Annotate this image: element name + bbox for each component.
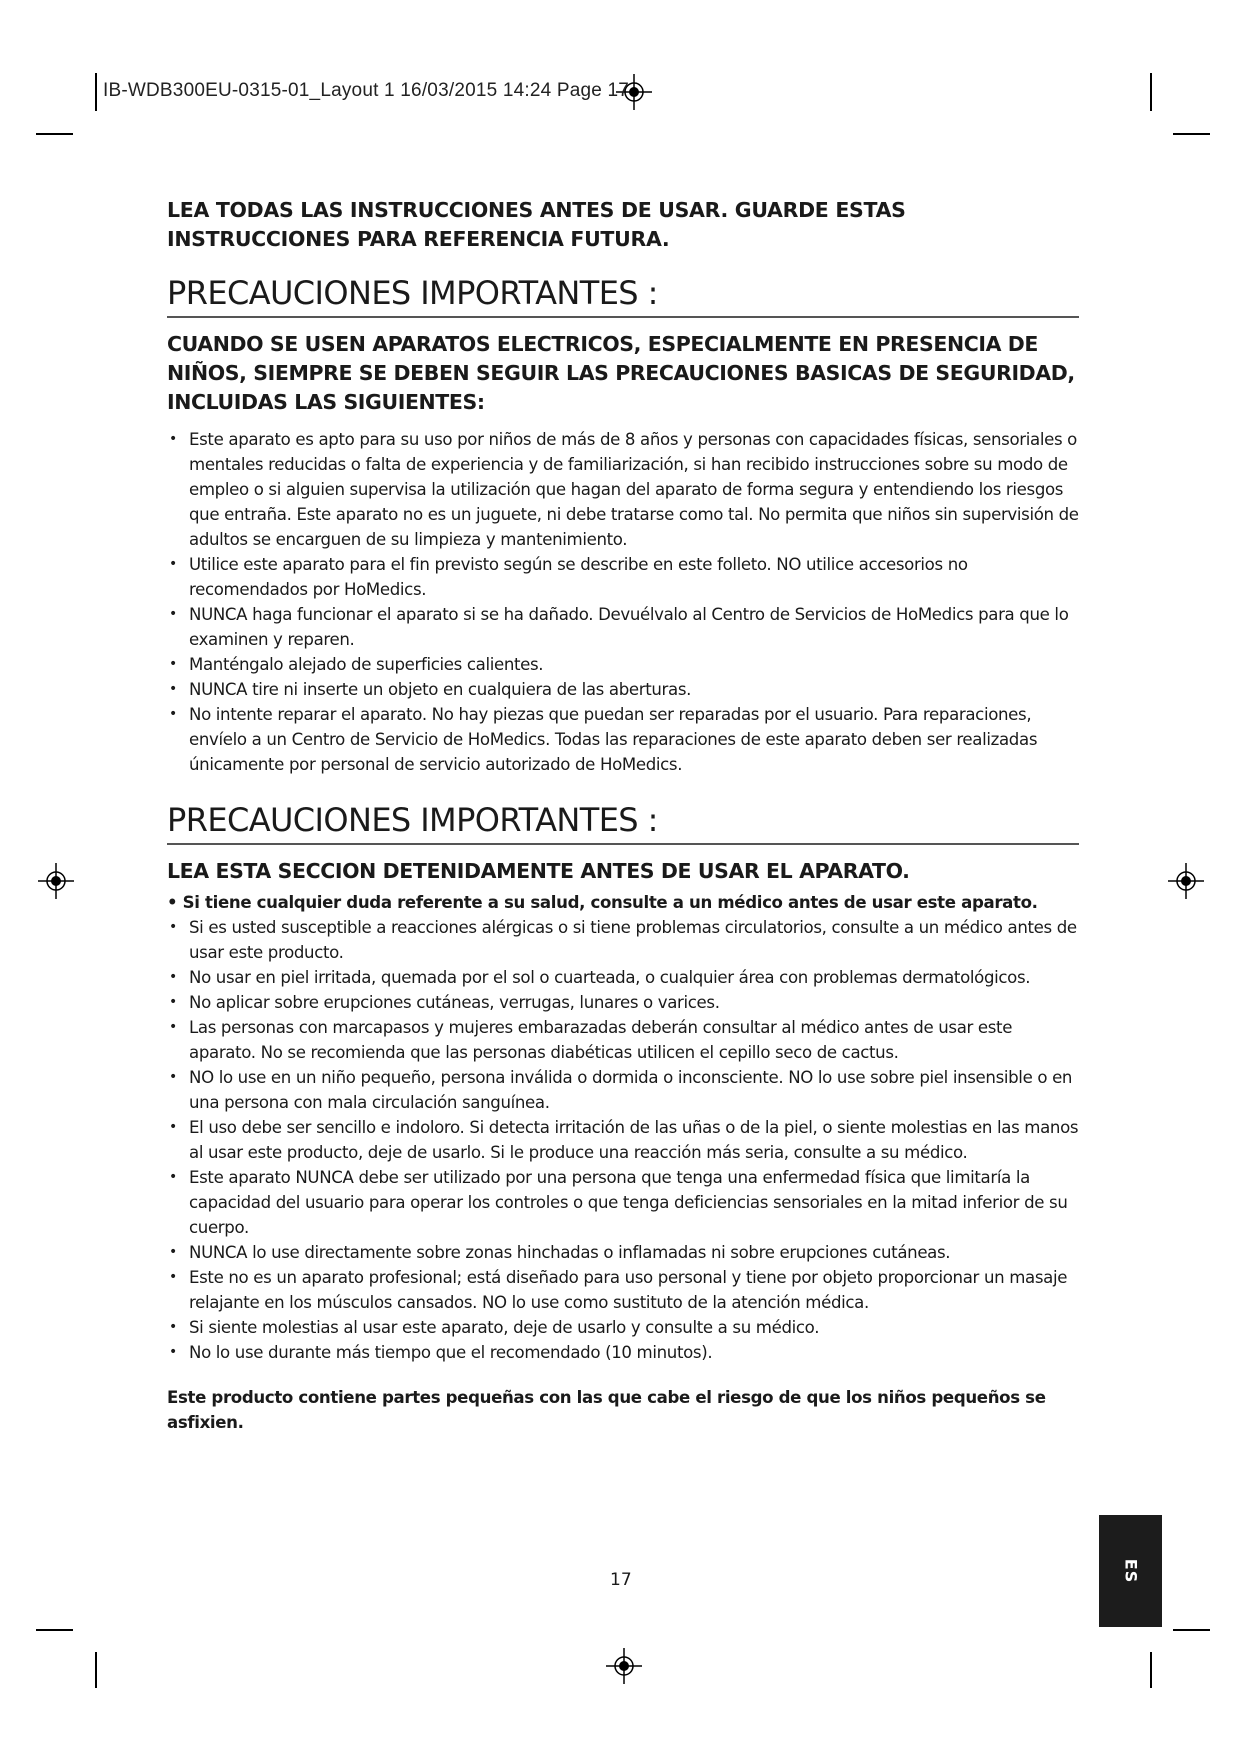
crop-mark [95, 73, 97, 111]
list-item: • Si es usted susceptible a reacciones alérgicas o si tiene problemas circulatorios, consulte a un médico antes de usar este producto. [167, 915, 1079, 965]
language-tab-label: ES [1121, 1558, 1140, 1584]
crop-mark [1150, 73, 1152, 111]
crop-mark [95, 1652, 97, 1688]
section2-subtitle: LEA ESTA SECCION DETENIDAMENTE ANTES DE USAR EL APARATO. [167, 859, 910, 883]
list-item: • NUNCA haga funcionar el aparato si se ha dañado. Devuélvalo al Centro de Servicios de HoMedics para que lo examinen y reparen. [167, 602, 1079, 652]
registration-mark-icon [1168, 863, 1204, 899]
section2-lead: • Si tiene cualquier duda referente a su salud, consulte a un médico antes de usar este aparato. [167, 893, 1038, 912]
list-item: • NUNCA tire ni inserte un objeto en cualquiera de las aberturas. [167, 677, 1079, 702]
list-item: • Si siente molestias al usar este aparato, deje de usarlo y consulte a su médico. [167, 1315, 1079, 1340]
registration-mark-icon [38, 863, 74, 899]
list-item: • Este no es un aparato profesional; está diseñado para uso personal y tiene por objeto proporcionar un masaje relajante en los músculos cansados. NO lo use como sustituto de la atención médica. [167, 1265, 1079, 1315]
crop-mark [36, 133, 73, 135]
section1-subtitle: CUANDO SE USEN APARATOS ELECTRICOS, ESPECIALMENTE EN PRESENCIA DE NIÑOS, SIEMPRE SE DEBEN SEGUIR LAS PRECAUCIONES BASICAS DE SEGURIDAD, INCLUIDAS LAS SIGUIENTES: [167, 332, 1075, 414]
print-slug: IB-WDB300EU-0315-01_Layout 1 16/03/2015 14:24 Page 17 [103, 80, 630, 101]
language-tab [1099, 1515, 1162, 1627]
crop-mark [1173, 133, 1210, 135]
list-item: • Este aparato es apto para su uso por niños de más de 8 años y personas con capacidades físicas, sensoriales o mentales reducidas o falta de experiencia y de familiarización, si han recibido instrucciones sobre su modo de empleo o si alguien supervisa la utilización que hagan del aparato de forma segura y entendiendo los riesgos que entraña. Este aparato no es un juguete, ni debe tratarse como tal. No permita que niños sin supervisión de adultos se encarguen de su limpieza y mantenimiento. [167, 427, 1079, 552]
list-item: • Manténgalo alejado de superficies calientes. [167, 652, 1079, 677]
list-item: • El uso debe ser sencillo e indoloro. Si detecta irritación de las uñas o de la piel, o siente molestias en las manos al usar este producto, deje de usarlo. Si le produce una reacción más seria, consulte a su médico. [167, 1115, 1079, 1165]
section2-title: PRECAUCIONES IMPORTANTES : [167, 801, 1079, 845]
page-content [167, 196, 1079, 1435]
section1-title: PRECAUCIONES IMPORTANTES : [167, 274, 1079, 318]
registration-mark-icon [606, 1648, 642, 1684]
crop-mark [36, 1629, 73, 1631]
section2-list [167, 915, 1079, 1365]
list-item: • No usar en piel irritada, quemada por el sol o cuarteada, o cualquier área con problemas dermatológicos. [167, 965, 1079, 990]
list-item: • Utilice este aparato para el fin previsto según se describe en este folleto. NO utilice accesorios no recomendados por HoMedics. [167, 552, 1079, 602]
crop-mark [1150, 1652, 1152, 1688]
choking-warning: Este producto contiene partes pequeñas con las que cabe el riesgo de que los niños pequeños se asfixien. [167, 1388, 1046, 1432]
list-item: • Las personas con marcapasos y mujeres embarazadas deberán consultar al médico antes de usar este aparato. No se recomienda que las personas diabéticas utilicen el cepillo seco de cactus. [167, 1015, 1079, 1065]
list-item: • Este aparato NUNCA debe ser utilizado por una persona que tenga una enfermedad física que limitaría la capacidad del usuario para operar los controles o que tenga deficiencias sensoriales en la mitad inferior de su cuerpo. [167, 1165, 1079, 1240]
list-item: • No intente reparar el aparato. No hay piezas que puedan ser reparadas por el usuario. Para reparaciones, envíelo a un Centro de Servicio de HoMedics. Todas las reparaciones de este aparato deben ser realizadas únicamente por personal de servicio autorizado de HoMedics. [167, 702, 1079, 777]
crop-mark [1173, 1629, 1210, 1631]
list-item: • NO lo use en un niño pequeño, persona inválida o dormida o inconsciente. NO lo use sobre piel insensible o en una persona con mala circulación sanguínea. [167, 1065, 1079, 1115]
page-number: 17 [610, 1570, 632, 1590]
section1-list [167, 427, 1079, 777]
list-item: • No lo use durante más tiempo que el recomendado (10 minutos). [167, 1340, 1079, 1365]
list-item: • No aplicar sobre erupciones cutáneas, verrugas, lunares o varices. [167, 990, 1079, 1015]
intro-heading: LEA TODAS LAS INSTRUCCIONES ANTES DE USAR. GUARDE ESTAS INSTRUCCIONES PARA REFERENCIA FUTURA. [167, 198, 906, 251]
list-item: • NUNCA lo use directamente sobre zonas hinchadas o inflamadas ni sobre erupciones cutáneas. [167, 1240, 1079, 1265]
